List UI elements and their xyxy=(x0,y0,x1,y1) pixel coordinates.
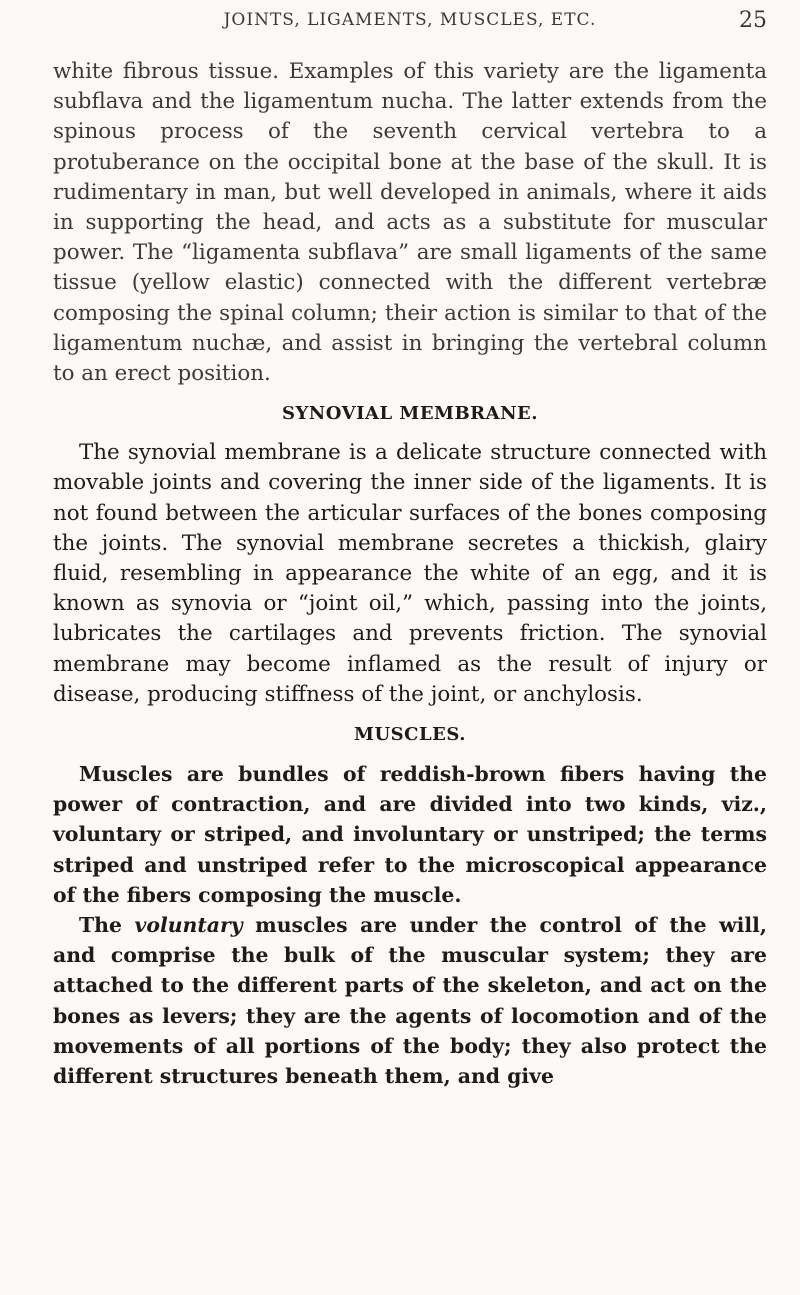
page-number: 25 xyxy=(739,8,767,33)
intro-paragraph: white fibrous tissue. Examples of this variety are the ligamenta subflava and the ligamentum nucha. The latter extends from the spinous process of the seventh cervical vertebra to a protuberance on the occipital bone at the base of the skull. It is rudimentary in man, but well developed in animals, where it aids in supporting the head, and acts as a substitute for muscular power. The “ligamenta subflava” are small ligaments of the same tissue (yellow elastic) connected with the different vertebræ composing the spinal column; their action is similar to that of the ligamentum nuchæ, and assist in bringing the vertebral column to an erect position. xyxy=(53,59,767,387)
muscles-paragraph-1: Muscles are bundles of reddish-brown fibers having the power of contraction, and are divided into two kinds, viz., voluntary or striped, and involuntary or unstriped; the terms striped and unstriped refer to the microscopical appearance of the fibers composing the muscle. xyxy=(53,762,767,907)
running-title: JOINTS, LIGAMENTS, MUSCLES, ETC. xyxy=(223,10,597,30)
section-heading-muscles: MUSCLES. xyxy=(354,724,466,746)
muscles-paragraph-2-start: The xyxy=(79,913,135,938)
muscles-paragraph-2-rest: muscles are under the control of the will, and comprise the bulk of the muscular system; they are attached to the different parts of the skeleton, and act on the bones as levers; they are the agents of locomotion and of the movements of all portions of the body; they also protect the different structures beneath them, and give xyxy=(53,913,767,1089)
muscles-paragraph-2 xyxy=(53,910,767,1091)
running-head xyxy=(53,10,767,40)
voluntary-emphasis: voluntary xyxy=(134,913,243,938)
body-text xyxy=(53,57,767,1091)
synovial-paragraph: The synovial membrane is a delicate structure connected with movable joints and covering the inner side of the ligaments. It is not found between the articular surfaces of the bones composing the joints. The synovial membrane secretes a thickish, glairy fluid, resembling in appearance the white of an egg, and it is known as synovia or “joint oil,” which, passing into the joints, lubricates the cartilages and prevents friction. The synovial membrane may become inflamed as the result of injury or disease, producing stiffness of the joint, or anchylosis. xyxy=(53,440,767,707)
section-heading-synovial: SYNOVIAL MEMBRANE. xyxy=(281,403,539,425)
